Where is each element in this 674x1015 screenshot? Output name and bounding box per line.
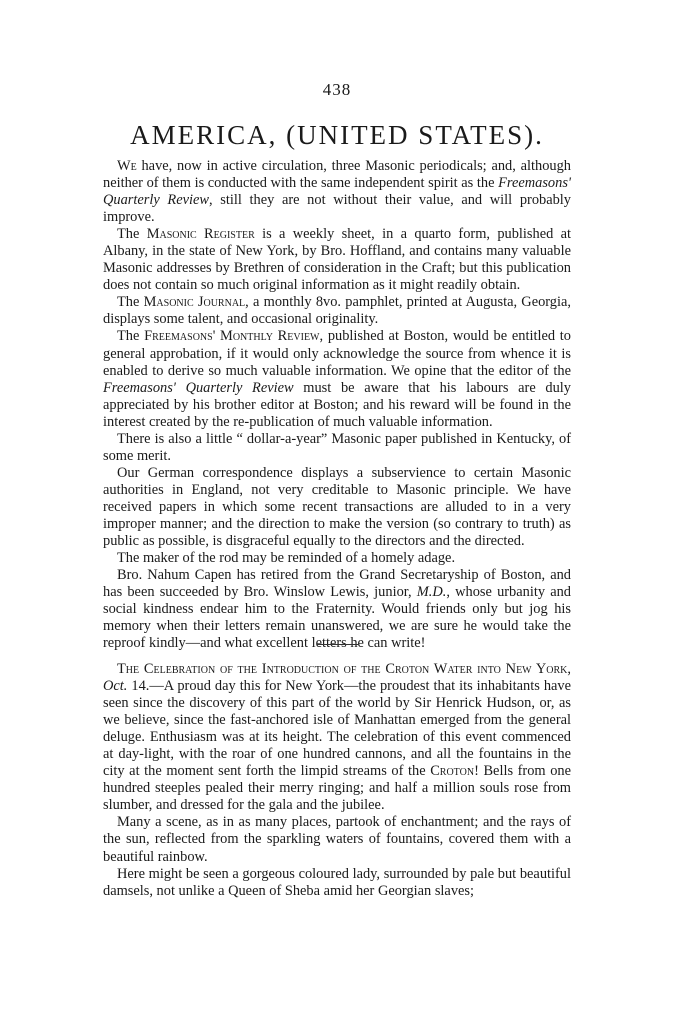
paragraph: Bro. Nahum Capen has retired from the Grand Secretaryship of Boston, and has been succeeded by Bro. Winslow Lewis, junior, M.D., whose urbanity and social kindness endear him to the Fraternity. Would friends only but jog his memory when their letters remain unanswered, we are sure he would take the reproof kindly—and what excellent letters he can write! — [103, 567, 571, 652]
section-croton-celebration — [103, 661, 571, 900]
paragraph: The Celebration of the Introduction of the Croton Water into New York, Oct. 14.—A proud day this for New York—the proudest that its inhabitants have seen since the discovery of this part of the world by Sir Henrick Hudson, or, as we believe, since the fast-anchored isle of Manhattan emerged from the general deluge. Enthusiasm was at its height. The celebration of this event commenced at day-light, with the roar of one hundred cannons, and all the fountains in the city at the moment sent forth the limpid streams of the Croton! Bells from one hundred steeples pealed their merry ringing; and half a million souls rose from slumber, and dressed for the gala and the jubilee. — [103, 661, 571, 814]
periodical-name: Masonic Journal — [143, 294, 246, 311]
section-divider — [317, 644, 359, 645]
croton-name: Croton — [430, 763, 475, 780]
periodical-name: Masonic Register — [146, 226, 255, 243]
paragraph: We have, now in active circulation, three Masonic periodicals; and, although neither of them is conducted with the same independent spirit as the Freemasons' Quarterly Review, still they are not without their value, and will probably improve. — [103, 158, 572, 226]
italic-date: Oct. — [103, 678, 128, 695]
italic-degree: M.D. — [416, 584, 447, 601]
paragraph: There is also a little “ dollar-a-year” Masonic paper published in Kentucky, of some merit. — [103, 430, 571, 464]
section-america — [103, 158, 571, 652]
italic-title: Freemasons' Quarterly Review — [103, 175, 571, 209]
paragraph: The maker of the rod may be reminded of a homely adage. — [117, 550, 456, 567]
paragraph: Our German correspondence displays a subservience to certain Masonic authorities in England, not very creditable to Masonic principle. We have received papers in which some recent transactions are alluded to in a very improper manner; and the direction to make the version (so contrary to truth) as public as possible, is disgraceful equally to the directors and the directed. — [103, 464, 571, 550]
italic-title: Freemasons' Quarterly Review — [103, 379, 294, 396]
page-title: AMERICA, (UNITED STATES). — [130, 120, 544, 150]
paragraph: The Masonic Register is a weekly sheet, in a quarto form, published at Albany, in the state of New York, by Bro. Hoffland, and contains many valuable Masonic addresses by Brethren of consideration in the Craft; but this publication does not contain so much original information as it might readily obtain. — [103, 226, 571, 294]
periodical-name: Freemasons' Monthly Review — [144, 328, 320, 345]
page-number: 438 — [322, 80, 352, 99]
paragraph: Here might be seen a gorgeous coloured lady, surrounded by pale but beautiful damsels, not unlike a Queen of Sheba amid her Georgian slaves; — [103, 865, 571, 899]
article-heading: The Celebration of the Introduction of the Croton Water into New York — [117, 661, 568, 677]
paragraph: The Freemasons' Monthly Review, published at Boston, would be entitled to general approbation, if it would only acknowledge the source from whence it is enabled to derive so much valuable information. We opine that the editor of the Freemasons' Quarterly Review must be aware that his labours are duly appreciated by his brother editor at Boston; and his reward will be found in the interest created by the re-publication of much valuable information. — [103, 328, 571, 430]
lead-word: We — [117, 158, 137, 174]
paragraph: Many a scene, as in as many places, partook of enchantment; and the rays of the sun, reflected from the sparkling waters of fountains, covered them with a beautiful rainbow. — [103, 814, 571, 865]
paragraph: The Masonic Journal, a monthly 8vo. pamphlet, printed at Augusta, Georgia, displays some talent, and occasional originality. — [103, 294, 571, 328]
